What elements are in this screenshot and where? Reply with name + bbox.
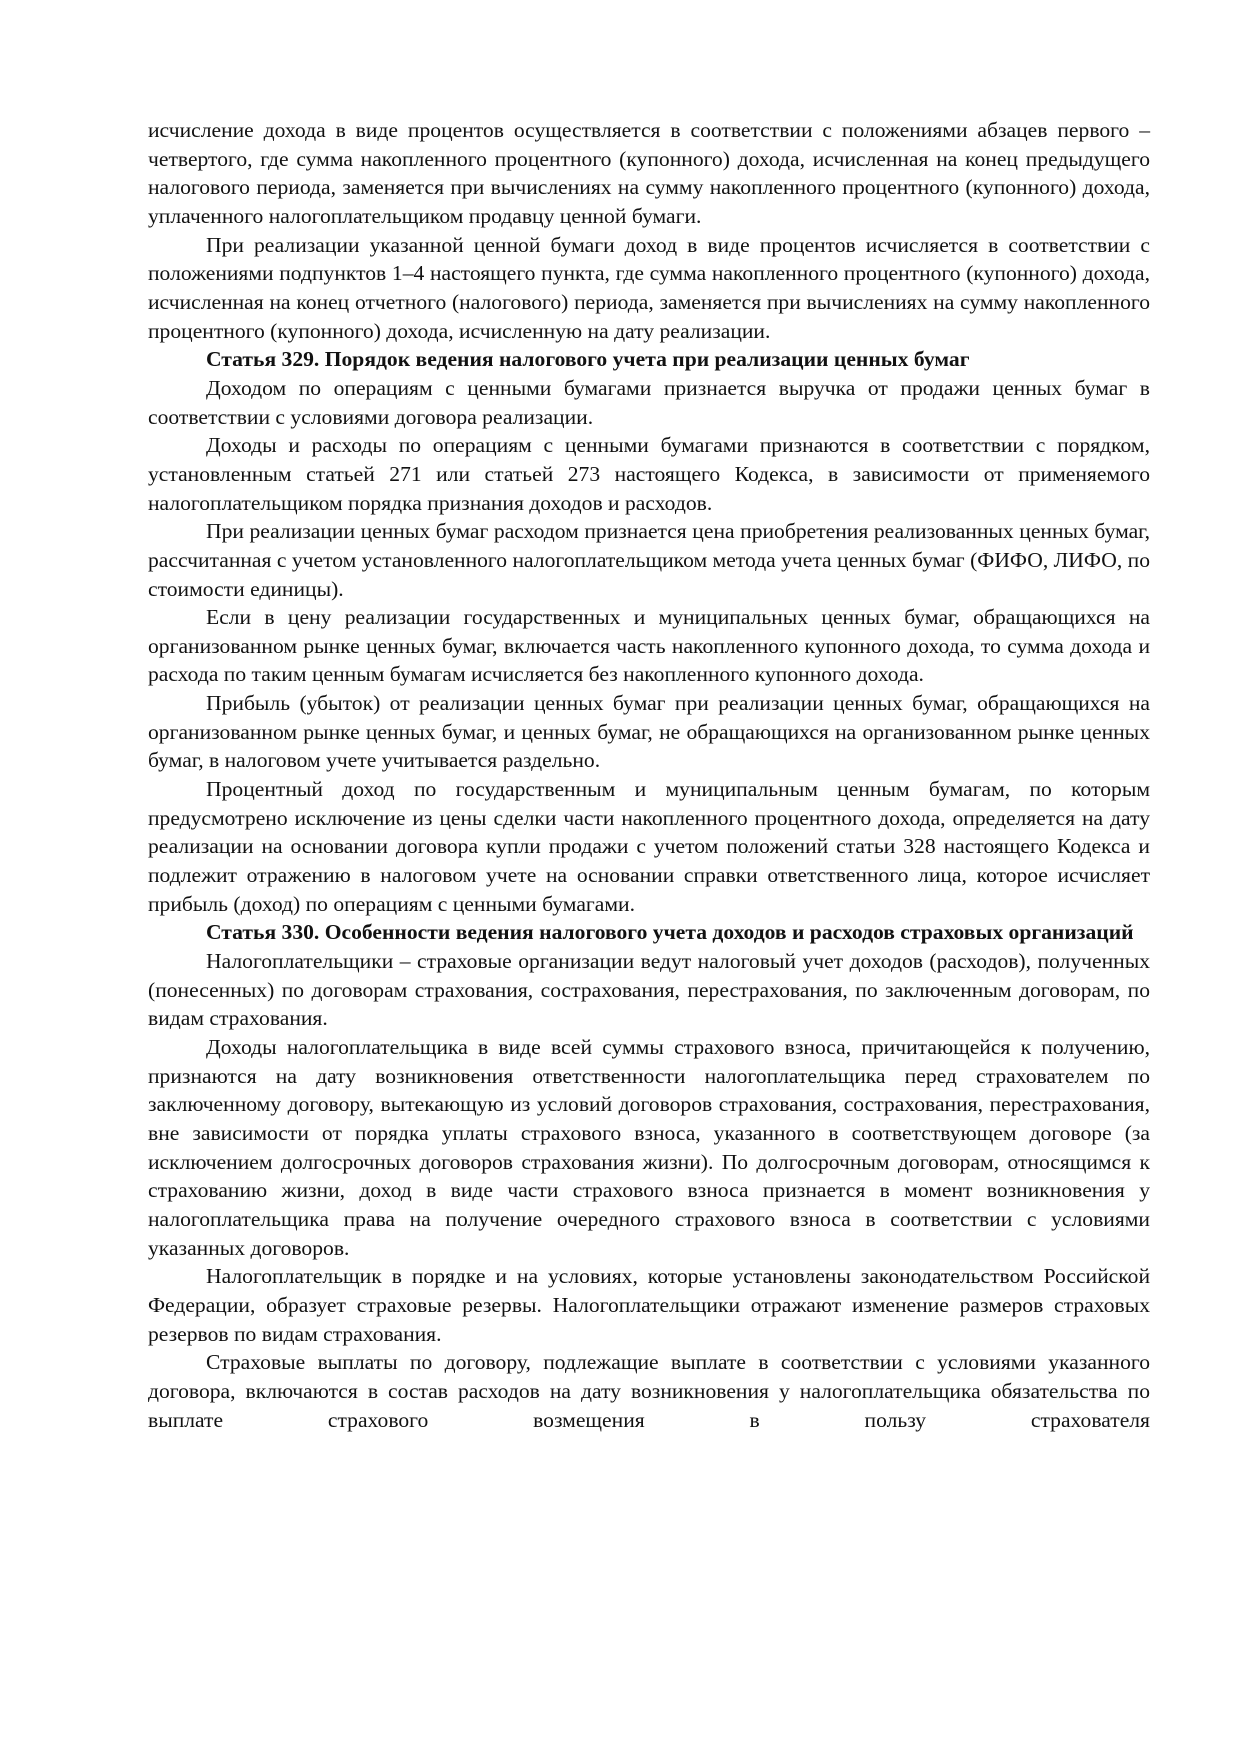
paragraph: Процентный доход по государственным и муниципальным ценным бумагам, по которым предусмотрено исключение из цены сделки части накопленного процентного дохода, определяется на дату реализации на основании договора купли продажи с учетом положений статьи 328 настоящего Кодекса и подлежит отражению в налоговом учете на основании справки ответственного лица, которое исчисляет прибыль (доход) по операциям с ценными бумагами. xyxy=(148,777,1150,916)
paragraph: Доходы и расходы по операциям с ценными бумагами признаются в соответствии с порядком, установленным статьей 271 или статьей 273 настоящего Кодекса, в зависимости от применяемого налогоплательщиком порядка признания доходов и расходов. xyxy=(148,433,1150,515)
paragraph: Налогоплательщик в порядке и на условиях, которые установлены законодательством Российской Федерации, образует страховые резервы. Налогоплательщики отражают изменение размеров страховых резервов по видам страхования. xyxy=(148,1264,1150,1346)
paragraph-continuation: исчисление дохода в виде процентов осуществляется в соответствии с положениями абзацев первого – четвертого, где сумма накопленного процентного (купонного) дохода, исчисленная на конец предыдущего налогового периода, заменяется при вычислениях на сумму накопленного процентного (купонного) дохода, уплаченного налогоплательщиком продавцу ценной бумаги. xyxy=(148,118,1150,228)
paragraph: Доходы налогоплательщика в виде всей суммы страхового взноса, причитающейся к получению, признаются на дату возникновения ответственности налогоплательщика перед страхователем по заключенному договору, вытекающую из условий договоров страхования, сострахования, перестрахования, вне зависимости от порядка уплаты страхового взноса, указанного в соответствующем договоре (за исключением долгосрочных договоров страхования жизни). По долгосрочным договорам, относящимся к страхованию жизни, доход в виде части страхового взноса признается в момент возникновения у налогоплательщика права на получение очередного страхового взноса в соответствии с условиями указанных договоров. xyxy=(148,1035,1150,1260)
paragraph: При реализации ценных бумаг расходом признается цена приобретения реализованных ценных бумаг, рассчитанная с учетом установленного налогоплательщиком метода учета ценных бумаг (ФИФО, ЛИФО, по стоимости единицы). xyxy=(148,519,1150,601)
article-heading-329: Статья 329. Порядок ведения налогового учета при реализации ценных бумаг xyxy=(206,347,970,372)
document-page xyxy=(148,116,1150,1434)
paragraph: Прибыль (убыток) от реализации ценных бумаг при реализации ценных бумаг, обращающихся на организованном рынке ценных бумаг, и ценных бумаг, не обращающихся на организованном рынке ценных бумаг, в налоговом учете учитывается раздельно. xyxy=(148,691,1150,773)
article-heading-330: Статья 330. Особенности ведения налогового учета доходов и расходов страховых организаций xyxy=(206,920,1134,945)
paragraph: Доходом по операциям с ценными бумагами признается выручка от продажи ценных бумаг в соответствии с условиями договора реализации. xyxy=(148,375,1150,429)
paragraph: При реализации указанной ценной бумаги доход в виде процентов исчисляется в соответствии с положениями подпунктов 1–4 настоящего пункта, где сумма накопленного процентного (купонного) дохода, исчисленная на конец отчетного (налогового) периода, заменяется при вычислениях на сумму накопленного процентного (купонного) дохода, исчисленную на дату реализации. xyxy=(148,232,1150,343)
paragraph: Налогоплательщики – страховые организации ведут налоговый учет доходов (расходов), полученных (понесенных) по договорам страхования, сострахования, перестрахования, по заключенным договорам, по видам страхования. xyxy=(148,949,1150,1031)
paragraph: Если в цену реализации государственных и муниципальных ценных бумаг, обращающихся на организованном рынке ценных бумаг, включается часть накопленного купонного дохода, то сумма дохода и расхода по таким ценным бумагам исчисляется без накопленного купонного дохода. xyxy=(148,605,1150,687)
paragraph-truncated: Страховые выплаты по договору, подлежащие выплате в соответствии с условиями указанного договора, включаются в состав расходов на дату возникновения у налогоплательщика обязательства по выплате страхового возмещения в пользу страхователя xyxy=(148,1350,1150,1432)
